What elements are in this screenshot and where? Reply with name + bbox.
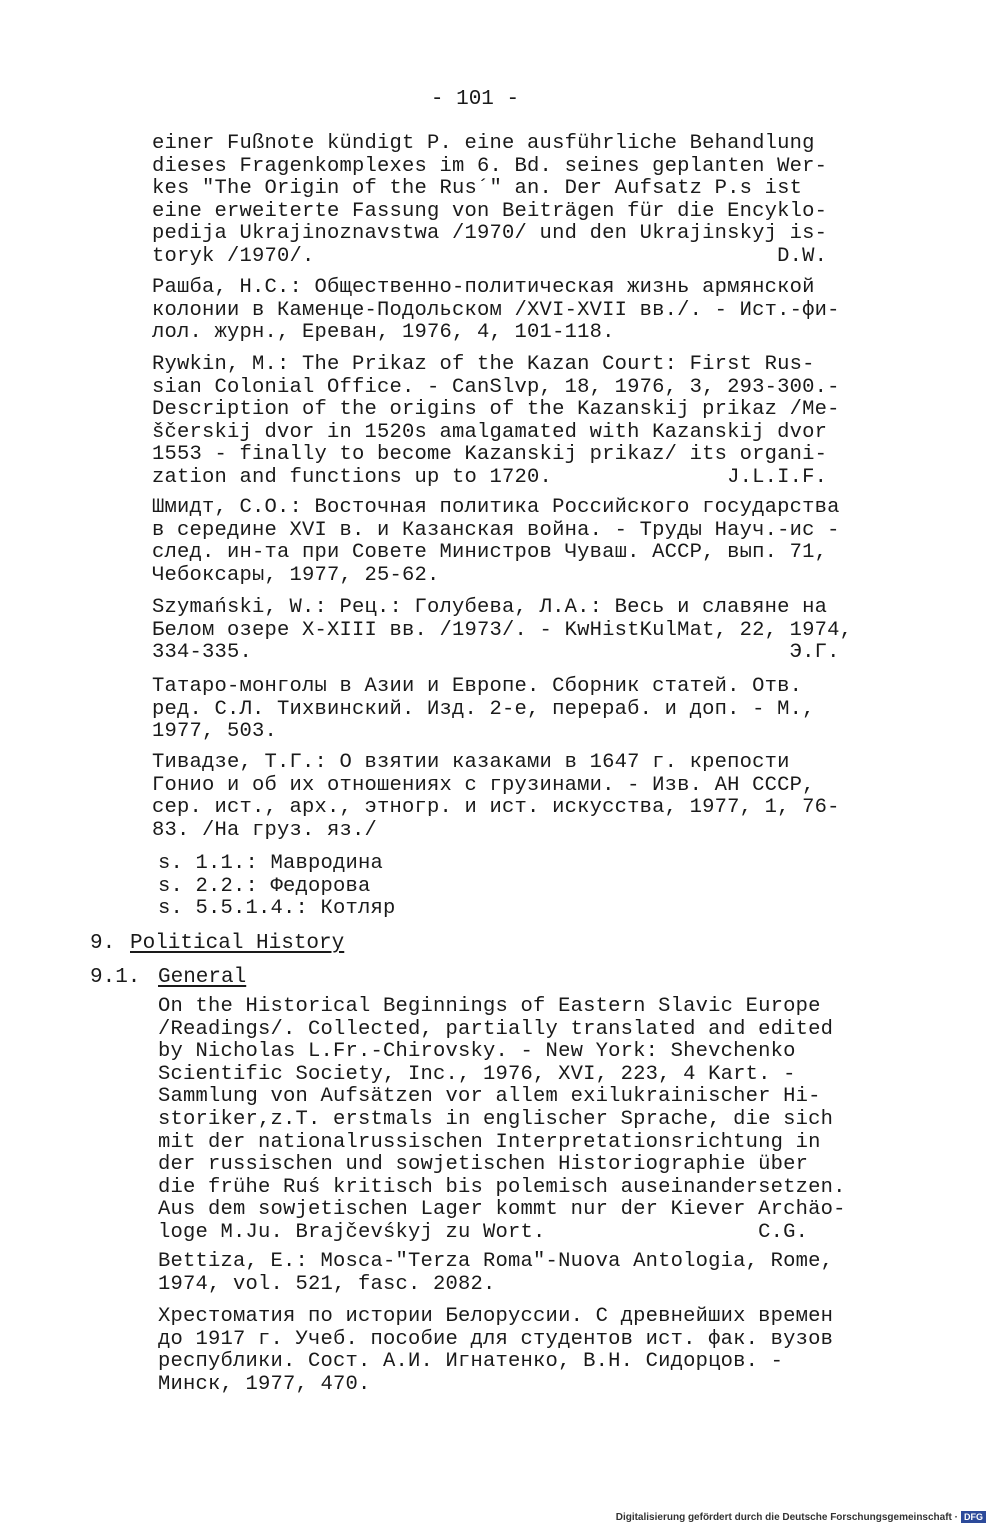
text-line: Рашба, Н.С.: Общественно-политическая жизнь армянской xyxy=(152,276,815,299)
text-line: Scientific Society, Inc., 1976, XVI, 223, 4 Kart. - xyxy=(158,1062,796,1086)
text-line: 1974, vol. 521, fasc. 2082. xyxy=(158,1272,496,1296)
text-line: Sammlung von Aufsätzen vor allem exilukrainischer Hi- xyxy=(158,1085,821,1109)
text-line: eine erweiterte Fassung von Beiträgen für die Encyklo- xyxy=(152,199,828,223)
bibliography-entry-szymanski xyxy=(152,597,922,665)
section-title: Political History xyxy=(130,932,345,955)
text-line: до 1917 г. Учеб. пособие для студентов ист. фак. вузов xyxy=(158,1327,834,1351)
text-line: kes "The Origin of the Rus´" an. Der Aufsatz P.s ist xyxy=(152,177,803,201)
text-line: Минск, 1977, 470. xyxy=(158,1372,371,1396)
text-line: Szymański, W.: Рец.: Голубева, Л.А.: Весь и славяне на xyxy=(152,596,828,619)
bibliography-entry-bettiza xyxy=(158,1251,928,1296)
section-number: 9. xyxy=(90,932,116,955)
bibliography-entry-historical-beginnings xyxy=(158,996,928,1245)
text-line: mit der nationalrussischen Interpretationsrichtung in xyxy=(158,1130,821,1154)
bibliography-entry-shmidt xyxy=(152,497,922,587)
cross-references xyxy=(158,853,928,921)
text-line: сер. ист., арх., этногр. и ист. искусства, 1977, 1, 76- xyxy=(152,796,840,820)
text-line: Description of the origins of the Kazanskij prikaz /Me- xyxy=(152,398,840,422)
text-line: zation and functions up to 1720. J.L.I.F. xyxy=(152,465,828,489)
text-line: 334-335. Э.Г. xyxy=(152,641,840,665)
text-line: колонии в Каменце-Подольском /XVI-XVII вв./. - Ист.-фи- xyxy=(152,298,840,322)
text-line: Белом озере X-XIII вв. /1973/. - KwHistKulMat, 22, 1974, xyxy=(152,618,853,642)
text-line: einer Fußnote kündigt P. eine ausführliche Behandlung xyxy=(152,132,815,155)
text-line: storiker,z.T. erstmals in englischer Sprache, die sich xyxy=(158,1107,834,1131)
text-line: sian Colonial Office. - CanSlvp, 18, 1976, 3, 293-300.- xyxy=(152,375,840,399)
dfg-logo: DFG xyxy=(961,1511,986,1523)
text-line: 1977, 503. xyxy=(152,720,278,744)
text-line: Чебоксары, 1977, 25-62. xyxy=(152,563,440,587)
cross-reference: s. 2.2.: Федорова xyxy=(158,874,371,898)
text-line: der russischen und sowjetischen Historiographie über xyxy=(158,1153,809,1177)
text-line: Гонио и об их отношениях с грузинами. - Изв. АН СССР, xyxy=(152,773,815,797)
text-line: Aus dem sowjetischen Lager kommt nur der Kiever Archäo- xyxy=(158,1198,846,1222)
text-line: dieses Fragenkomplexes im 6. Bd. seines geplanten Wer- xyxy=(152,154,828,178)
text-line: след. ин-та при Совете Министров Чуваш. АССР, вып. 71, xyxy=(152,541,828,565)
text-line: республики. Сост. А.И. Игнатенко, В.Н. Сидорцов. - xyxy=(158,1350,784,1374)
text-line: Шмидт, С.О.: Восточная политика Российского государства xyxy=(152,496,840,519)
text-line: лол. журн., Ереван, 1976, 4, 101-118. xyxy=(152,321,615,345)
text-line: 83. /На груз. яз./ xyxy=(152,818,378,842)
bibliography-entry-rashba xyxy=(152,277,922,345)
footer-text: Digitalisierung gefördert durch die Deutsche Forschungsgemeinschaft · xyxy=(615,1512,958,1523)
text-line: Тивадзе, Т.Г.: О взятии казаками в 1647 г. крепости xyxy=(152,751,790,774)
text-line: loge M.Ju. Brajčevśkyj zu Wort. C.G. xyxy=(158,1220,809,1244)
text-line: Rywkin, M.: The Prikaz of the Kazan Court: First Rus- xyxy=(152,353,815,376)
text-line: ред. С.Л. Тихвинский. Изд. 2-е, перераб. и доп. - М., xyxy=(152,697,815,721)
section-heading-9-1 xyxy=(90,966,246,989)
text-line: 1553 - finally to become Kazanskij prikaz/ its organi- xyxy=(152,443,828,467)
text-line: Bettiza, E.: Mosca-"Terza Roma"-Nuova Antologia, Rome, xyxy=(158,1250,834,1273)
text-line: On the Historical Beginnings of Eastern Slavic Europe xyxy=(158,995,821,1018)
bibliography-entry-tataro-mongoly xyxy=(152,676,922,744)
text-line: by Nicholas L.Fr.-Chirovsky. - New York: Shevchenko xyxy=(158,1040,796,1064)
bibliography-entry-rywkin xyxy=(152,354,922,490)
text-line: Хрестоматия по истории Белоруссии. С древнейших времен xyxy=(158,1305,834,1328)
text-line: ščerskij dvor in 1520s amalgamated with Kazanskij dvor xyxy=(152,420,828,444)
text-line: toryk /1970/. D.W. xyxy=(152,244,828,268)
text-line: die frühe Ruś kritisch bis polemisch auseinandersetzen. xyxy=(158,1175,846,1199)
cross-reference: s. 5.5.1.4.: Котляр xyxy=(158,897,396,921)
text-line: в середине XVI в. и Казанская война. - Труды Науч.-ис - xyxy=(152,518,840,542)
text-line: pedija Ukrajinoznavstwa /1970/ und den Ukrajinskyj is- xyxy=(152,222,828,246)
cross-reference: s. 1.1.: Мавродина xyxy=(158,852,384,875)
bibliography-entry-tivadze xyxy=(152,752,922,842)
digitization-footer xyxy=(616,1511,986,1523)
section-heading-9 xyxy=(90,932,344,955)
section-number: 9.1. xyxy=(90,966,141,989)
page-number: - 101 - xyxy=(430,88,520,111)
text-line: Татаро-монголы в Азии и Европе. Сборник статей. Отв. xyxy=(152,675,803,698)
continuation-paragraph xyxy=(152,133,922,269)
text-line: /Readings/. Collected, partially translated and edited xyxy=(158,1017,834,1041)
section-title: General xyxy=(158,966,247,989)
bibliography-entry-khrestomatiya xyxy=(158,1306,928,1396)
